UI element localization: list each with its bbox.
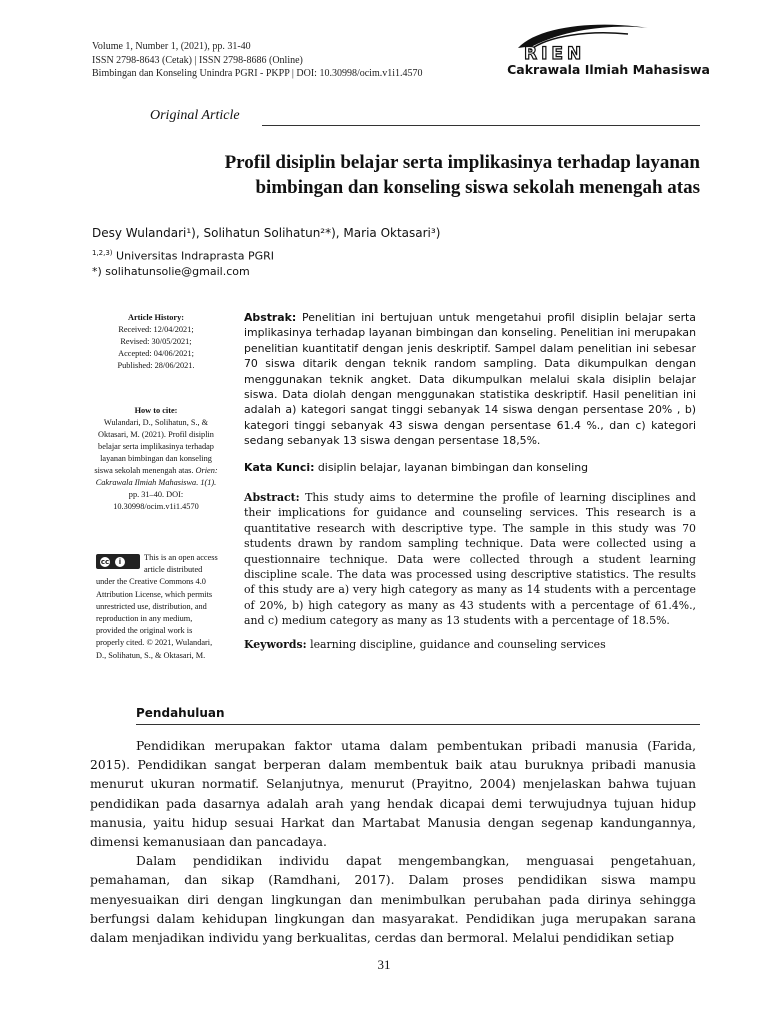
affiliation-marker: 1,2,3) — [92, 249, 113, 257]
article-type: Original Article — [150, 108, 240, 123]
cite-body — [90, 417, 222, 513]
received-date: Received: 12/04/2021; — [118, 325, 194, 334]
journal-logo — [478, 18, 710, 84]
affiliation — [92, 246, 274, 264]
cc-by-badge-icon[interactable] — [96, 554, 140, 569]
cite-title: How to cite: — [134, 406, 178, 415]
keywords-en-label: Keywords: — [244, 638, 307, 651]
published-date: Published: 28/06/2021. — [117, 361, 195, 370]
abstract-id-text: Penelitian ini bertujuan untuk mengetahui profil disiplin belajar serta implikasinya terhadap layanan bimbingan dan konseling. Penelitian ini merupakan penelitian kuantitatif dengan jenis deskriptif. Sampel dalam penelitian ini sebesar 70 siswa ditarik dengan teknik random sampling. Data dikumpulkan dengan menggunakan teknik angket. Data dikumpulkan melalui skala disiplin belajar siswa. Data diolah dengan menggunakan statistika deskriptif. Hasil penelitian ini adalah a) kategori sangat tinggi sebanyak 14 siswa dengan persentase 20% , b) kategori tinggi sebanyak 43 siswa dengan persentase 61.4 %., dan c) kategori sedang sebanyak 13 siswa dengan persentase 18,5%. — [244, 311, 696, 448]
section-divider — [136, 724, 700, 725]
accepted-date: Accepted: 04/06/2021; — [118, 349, 194, 358]
cite-pages: pp. 31–40. DOI: 10.30998/ocim.v1i1.4570 — [113, 490, 199, 511]
license-notice — [96, 552, 222, 662]
cite-text: Wulandari, D., Solihatun, S., & Oktasari, M. (2021). Profil disiplin belajar serta implikasinya terhadap layanan bimbingan dan konseling siswa sekolah menengah atas. — [94, 418, 214, 475]
title-line-1: Profil disiplin belajar serta implikasinya terhadap layanan — [224, 152, 700, 173]
keywords-indonesian — [244, 460, 696, 475]
logo-word: RIEN — [524, 44, 586, 64]
keywords-id-label: Kata Kunci: — [244, 461, 315, 474]
title-line-2: bimbingan dan konseling siswa sekolah menengah atas — [255, 177, 700, 198]
history-title: Article History: — [128, 313, 184, 322]
keywords-en-text: learning discipline, guidance and counseling services — [306, 638, 606, 651]
page-number: 31 — [377, 957, 391, 972]
keywords-id-text: disiplin belajar, layanan bimbingan dan konseling — [314, 461, 589, 474]
cc-icon: cc — [100, 558, 110, 566]
publisher-info: Bimbingan dan Konseling Unindra PGRI - PKPP | DOI: 10.30998/ocim.v1i1.4570 — [92, 68, 423, 79]
license-text: This is an open access article distributed under the Creative Commons 4.0 Attribution License, which permits unrestricted use, distribution, and reproduction in any medium, provided the original work is properly cited. © 2021, Wulandari, D., Solihatun, S., & Oktasari, M. — [96, 553, 218, 660]
corresponding-email: *) solihatunsolie@gmail.com — [92, 264, 250, 278]
header-divider — [262, 125, 700, 126]
paper-title — [170, 150, 700, 200]
author-list: Desy Wulandari¹), Solihatun Solihatun²*), Maria Oktasari³) — [92, 226, 441, 240]
paragraph: Pendidikan merupakan faktor utama dalam pembentukan pribadi manusia (Farida, 2015). Pendidikan sangat berperan dalam membentuk baik atau buruknya pribadi manusia menurut ukuran normatif. Selanjutnya, menurut (Prayitno, 2004) menjelaskan bahwa tujuan pendidikan pada dasarnya adalah arah yang hendak dicapai demi terwujudnya tujuan hidup manusia, yaitu hidup sesuai Harkat dan Martabat Manusia dengan segenap kandungannya, dimensi kemanusiaan dan pancadaya. — [90, 739, 696, 850]
affiliation-name: Universitas Indraprasta PGRI — [112, 249, 275, 263]
section-heading: Pendahuluan — [136, 706, 225, 720]
abstract-id-label: Abstrak: — [244, 311, 297, 324]
cite-journal: Orien: Cakrawala Ilmiah Mahasiswa. 1(1). — [95, 466, 218, 487]
keywords-english — [244, 637, 696, 652]
journal-header — [92, 40, 423, 81]
abstract-indonesian — [244, 310, 696, 449]
logo-subtitle: Cakrawala Ilmiah Mahasiswa — [507, 62, 710, 77]
issn-info: ISSN 2798-8643 (Cetak) | ISSN 2798-8686 (Online) — [92, 54, 303, 66]
how-to-cite — [90, 405, 222, 513]
abstract-en-label: Abstract: — [244, 491, 300, 504]
volume-info: Volume 1, Number 1, (2021), pp. 31-40 — [92, 41, 251, 52]
abstract-en-text: This study aims to determine the profile of learning disciplines and their implications for guidance and counseling services. This research is a quantitative research with descriptive type. The sample in this study was 70 students drawn by random sampling technique. Data were collected using a questionnaire technique. Data were collected through a student learning discipline scale. The data was processed using descriptive statistics. The results of this study are a) very high category as many as 14 students with a percentage of 20%, b) high category as many as 43 students with a percentage of 61.4%., and c) medium category as many as 13 students with a percentage of 18.5%. — [244, 491, 696, 628]
affiliation-block — [92, 246, 274, 279]
article-history — [90, 312, 222, 372]
revised-date: Revised: 30/05/2021; — [120, 337, 192, 346]
abstract-english — [244, 490, 696, 629]
attribution-icon: i — [114, 556, 126, 568]
paragraph: Dalam pendidikan individu dapat mengembangkan, menguasai pengetahuan, pemahaman, dan sikap (Ramdhani, 2017). Dalam proses pendidikan siswa mampu menyesuaikan diri dengan lingkungan dan menimbulkan perubahan pada dirinya sehingga berfungsi dalam kehidupan lingkungan dan masyarakat. Pendidikan juga merupakan sarana dalam menjadikan individu yang berkualitas, cerdas dan bermoral. Melalui pendidikan setiap — [90, 854, 696, 946]
body-text — [90, 737, 696, 948]
